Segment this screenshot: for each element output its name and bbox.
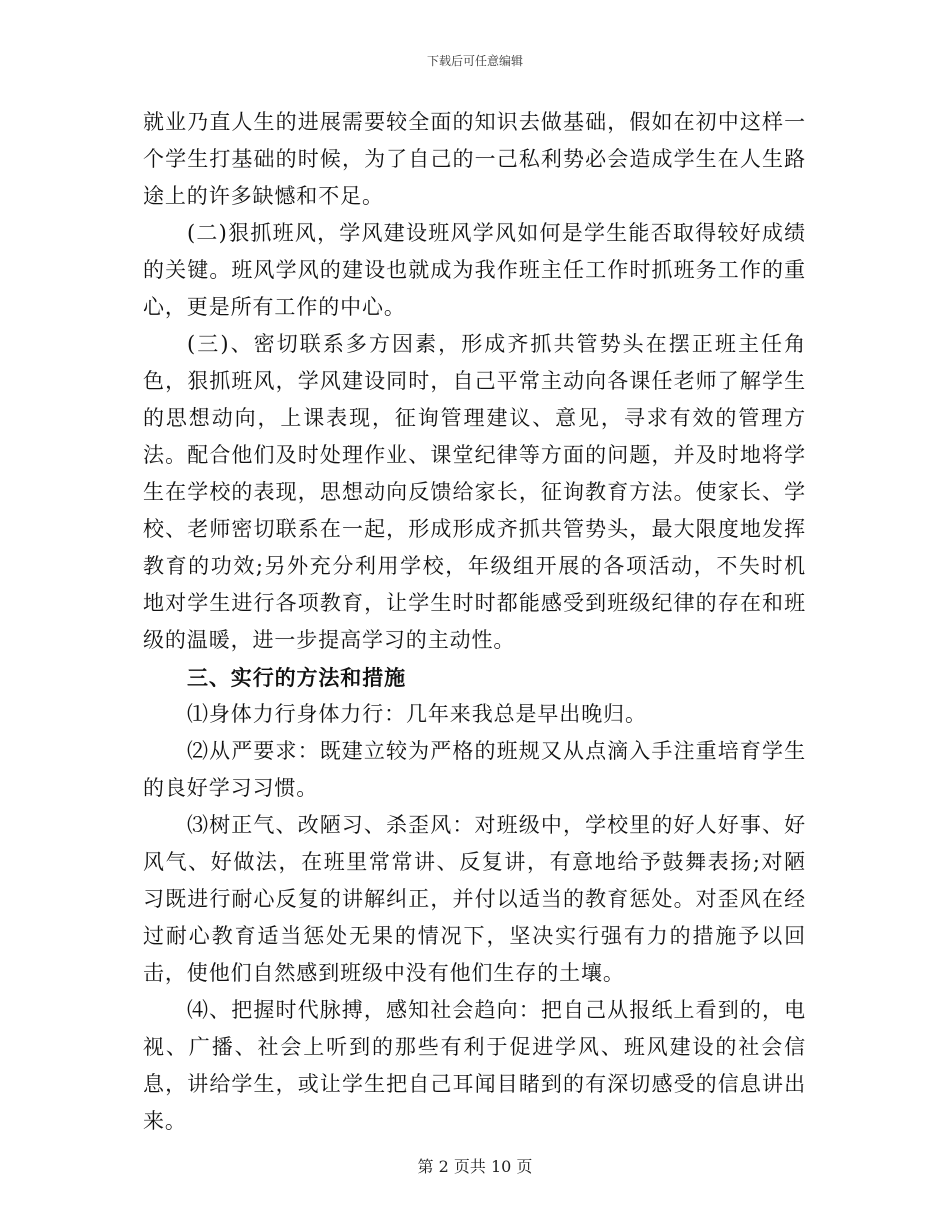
section-heading-methods: 三、实行的方法和措施 (187, 665, 406, 690)
paragraph-continuation: 就业乃直人生的进展需要较全面的知识去做基础，假如在初中这样一个学生打基础的时候，为了自己的一己私利势必会造成学生在人生路途上的许多缺憾和不足。 (143, 110, 806, 208)
list-item-social-trends: ⑷、把握时代脉搏，感知社会趋向：把自己从报纸上看到的，电视、广播、社会上听到的那些有利于促进学风、班风建设的社会信息，讲给学生，或让学生把自己耳闻目睹到的有深切感受的信息讲出来。 (143, 998, 806, 1133)
paragraph-cooperation: (三)、密切联系多方因素，形成齐抓共管势头在摆正班主任角色，狠抓班风，学风建设同时，自己平常主动向各课任老师了解学生的思想动向，上课表现，征询管理建议、意见，寻求有效的管理方法。配合他们及时处理作业、课堂纪律等方面的问题，并及时地将学生在学校的表现，思想动向反馈给家长，征询教育方法。使家长、学校、老师密切联系在一起，形成形成齐抓共管势头，最大限度地发挥教育的功效;另外充分利用学校，年级组开展的各项活动，不失时机地对学生进行各项教育，让学生时时都能感受到班级纪律的存在和班级的温暖，进一步提高学习的主动性。 (143, 332, 806, 652)
page-number: 第 2 页共 10 页 (417, 1157, 533, 1176)
paragraph-class-style: (二)狠抓班风，学风建设班风学风如何是学生能否取得较好成绩的关键。班风学风的建设也就成为我作班主任工作时抓班务工作的重心，更是所有工作的中心。 (143, 221, 806, 319)
list-item-strict-requirements: ⑵从严要求：既建立较为严格的班规又从点滴入手注重培育学生的良好学习习惯。 (143, 739, 806, 800)
list-item-correct-habits: ⑶树正气、改陋习、杀歪风：对班级中，学校里的好人好事、好风气、好做法，在班里常常讲、反复讲，有意地给予鼓舞表扬;对陋习既进行耐心反复的讲解纠正，并付以适当的教育惩处。对歪风在经过耐心教育适当惩处无果的情况下，坚决实行强有力的措施予以回击，使他们自然感到班级中没有他们生存的土壤。 (143, 813, 806, 985)
page-header: 下载后可任意编辑 (426, 54, 523, 68)
document-body (143, 104, 806, 1140)
list-item-lead-by-example: ⑴身体力行身体力行：几年来我总是早出晚归。 (187, 702, 647, 726)
